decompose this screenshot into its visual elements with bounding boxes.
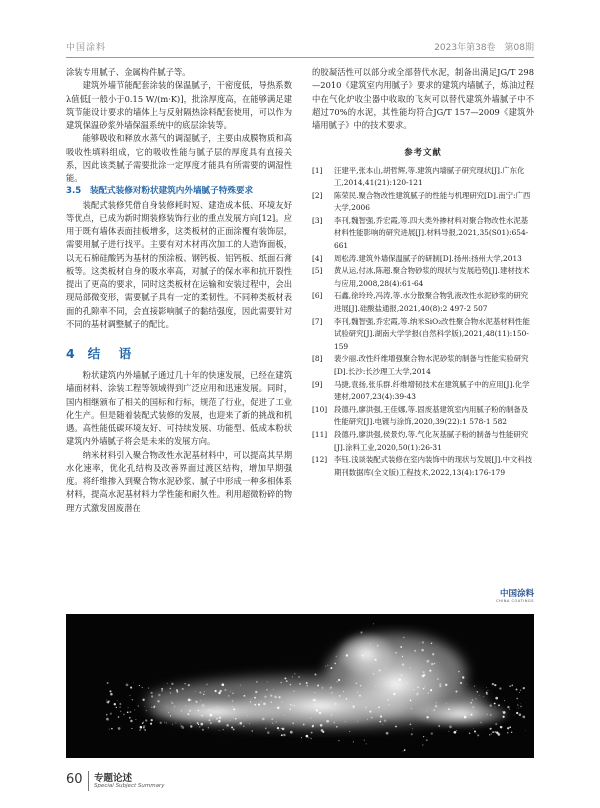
reference-text: 马捷,袁扬,张乐群.纤维增韧技术在建筑腻子中的应用[J].化学建材,2007,23(4):39-43 xyxy=(334,379,530,402)
section-number: 4 xyxy=(66,346,78,361)
reference-item xyxy=(312,165,534,190)
reference-item xyxy=(312,379,534,404)
reference-number: [10] xyxy=(312,404,328,414)
reference-list xyxy=(312,165,534,480)
journal-name: 中国涂料 xyxy=(66,43,107,53)
column-name-en: Special Subject Summary xyxy=(94,783,165,789)
section-title: 结 语 xyxy=(87,346,135,361)
reference-text: 李钰.浅谈装配式装修在室内装饰中的现状与发展[J].中文科技期刊数据库(全文版)工程技术,2022,13(4):176-179 xyxy=(334,455,533,477)
reference-item xyxy=(312,190,534,215)
reference-text: 汪建平,张本山,胡哲辉,等.建筑内墙腻子研究现状[J].广东化工,2014,41(21):120-121 xyxy=(334,165,525,188)
page-header xyxy=(66,40,534,56)
footer-divider xyxy=(88,771,89,791)
paragraph: 纳米材料引入聚合物改性水泥基材料中，可以提高其早期水化速率，优化孔结构及改善界面过渡区结构，增加早期强度。将纤维掺入到聚合物水泥砂浆、腻子中形成一种多相体系材料，提高水泥基材料力学性能和耐久性。利用超微粉碎的物理方式激发固废潜在 xyxy=(66,449,292,513)
paragraph: 能够吸收和释放水蒸气的调湿腻子，主要由成膜物质和高吸收性填料组成，它的吸收性能与腻子层的厚度具有直接关系，因此该类腻子需要批涂一定厚度才能具有所需要的调湿性能。 xyxy=(66,133,292,183)
journal-logo xyxy=(472,587,534,609)
reference-text: 李刊,魏智强,乔宏霞,等.四大类外掺材料对聚合物改性水泥基材料性能影响的研究进展[J].材料导报,2021,35(S01):654-661 xyxy=(334,215,529,251)
logo-text-cn: 中国涂料 xyxy=(499,589,534,599)
reference-item xyxy=(312,290,534,315)
logo-text-en: CHINA COATINGS xyxy=(495,599,534,603)
reference-text: 段德丹,廖洪强,侯景灼,等.气化灰基腻子粉的制备与性能研究[J].涂料工业,2020,50(1):26-31 xyxy=(334,429,529,452)
paragraph: 的胶凝活性可以部分或全部替代水泥，制备出满足JG/T 298—2010《建筑室内用腻子》要求的建筑内墙腻子，炼油过程中在气化炉收尘器中收取的飞灰可以替代建筑外墙腻子中不超过70%的水泥，其性能均符合JG/T 157—2009《建筑外墙用腻子》中的技术要求。 xyxy=(312,67,534,130)
section-heading xyxy=(66,345,292,363)
paragraph: 涂装专用腻子、金属构件腻子等。 xyxy=(66,67,191,77)
reference-number: [8] xyxy=(312,354,323,364)
reference-item xyxy=(312,404,534,429)
left-column xyxy=(66,66,292,515)
reference-number: [3] xyxy=(312,215,323,225)
reference-text: 石鑫,徐玲玲,冯涛,等.水分散聚合物乳液改性水泥砂浆的研究进展[J].硅酸盐通报,2021,40(8):2 497-2 507 xyxy=(334,291,529,314)
powder-burst-graphic xyxy=(66,614,534,758)
paragraph: 装配式装修凭借自身装修耗时短、建造成本低、环境友好等优点，已成为新时期装修装饰行业的重点发展方向[12]。应用于既有墙体表面挂板增多，这类板材的正面涂覆有装饰层，需要用腻子进行找平。主要有对木材再次加工的人造饰面板，以无石棉硅酸钙为基材的预涂板、钢钙板、铝钙板、纸面石膏板等。这类板材自身的吸水率高，对腻子的保水率和抗开裂性提出了更高的要求，同时这类板材在运输和安装过程中，会出现局部微变形，需要腻子具有一定的柔韧性。不同种类板材表面的孔隙率不同，会直接影响腻子的黏结强度，因此需要针对不同的基材调整腻子的配比。 xyxy=(66,199,292,329)
subsection-heading: 3.5 装配式装修对粉状建筑内外墙腻子特殊要求 xyxy=(66,186,254,197)
page-number: 60 xyxy=(66,772,83,787)
reference-item xyxy=(312,429,534,454)
reference-number: [4] xyxy=(312,253,323,263)
reference-item xyxy=(312,253,534,266)
reference-text: 陈荣民.聚合物改性建筑腻子的性能与机理研究[D].南宁:广西大学,2006 xyxy=(334,190,531,213)
reference-text: 周松涛.建筑外墙保温腻子的研制[D].扬州:扬州大学,2013 xyxy=(334,253,522,263)
reference-number: [12] xyxy=(312,455,328,465)
right-column xyxy=(312,66,534,479)
reference-item xyxy=(312,316,534,354)
reference-number: [7] xyxy=(312,316,323,326)
references-title: 参考文献 xyxy=(404,147,442,158)
reference-number: [6] xyxy=(312,291,323,301)
reference-text: 裴少丽.改性纤维增强聚合物水泥砂浆的制备与性能实验研究[D].长沙:长沙理工大学,2014 xyxy=(334,354,529,376)
reference-text: 黄从运,付冰,陈超.聚合物砂浆的现状与发展趋势[J].建材技术与应用,2008,28(4):61-64 xyxy=(334,266,530,288)
reference-number: [9] xyxy=(312,379,323,389)
header-rule xyxy=(66,57,534,58)
reference-item xyxy=(312,454,534,479)
column-name-cn: 专题论述 xyxy=(94,773,133,784)
issue-info: 2023年第38卷 第08期 xyxy=(434,43,534,53)
reference-number: [1] xyxy=(312,165,323,175)
reference-number: [2] xyxy=(312,190,323,200)
reference-item xyxy=(312,215,534,253)
powder-burst-image xyxy=(66,614,534,758)
reference-text: 段德丹,廖洪强,王佳娜,等.固废基建筑室内用腻子粉的制备及性能研究[J].电镀与涂饰,2020,39(22):1 578-1 582 xyxy=(334,404,529,427)
paragraph: 粉状建筑内外墙腻子通过几十年的快速发展，已经在建筑墙面材料、涂装工程等领域得到广泛应用和迅速发展。同时，国内相继颁布了相关的国标和行标，规范了行业，促进了工业化生产。但是随着装配式装修的发展，也迎来了新的挑战和机遇。高性能低碳环境友好、可持续发展、功能型、低成本粉状建筑内外墙腻子将会是未来的发展方向。 xyxy=(66,370,292,447)
reference-text: 李刊,魏智强,乔宏霞,等.纳米SiO₂改性聚合物水泥基材料性能试验研究[J].湖南大学学报(自然科学版),2021,48(11):150-159 xyxy=(334,316,530,351)
paragraph: 建筑外墙节能配套涂装的保温腻子，干密度低，导热系数λ值低[一般小于0.15 W/(m·K)]，批涂厚度高，在能够满足建筑节能设计要求的墙体上与反射隔热涂料配套使用，可以作为建筑保温砂浆外墙保温系统中的底层涂装等。 xyxy=(66,80,292,130)
reference-item xyxy=(312,353,534,378)
reference-number: [11] xyxy=(312,429,328,439)
reference-number: [5] xyxy=(312,266,323,276)
reference-item xyxy=(312,265,534,290)
